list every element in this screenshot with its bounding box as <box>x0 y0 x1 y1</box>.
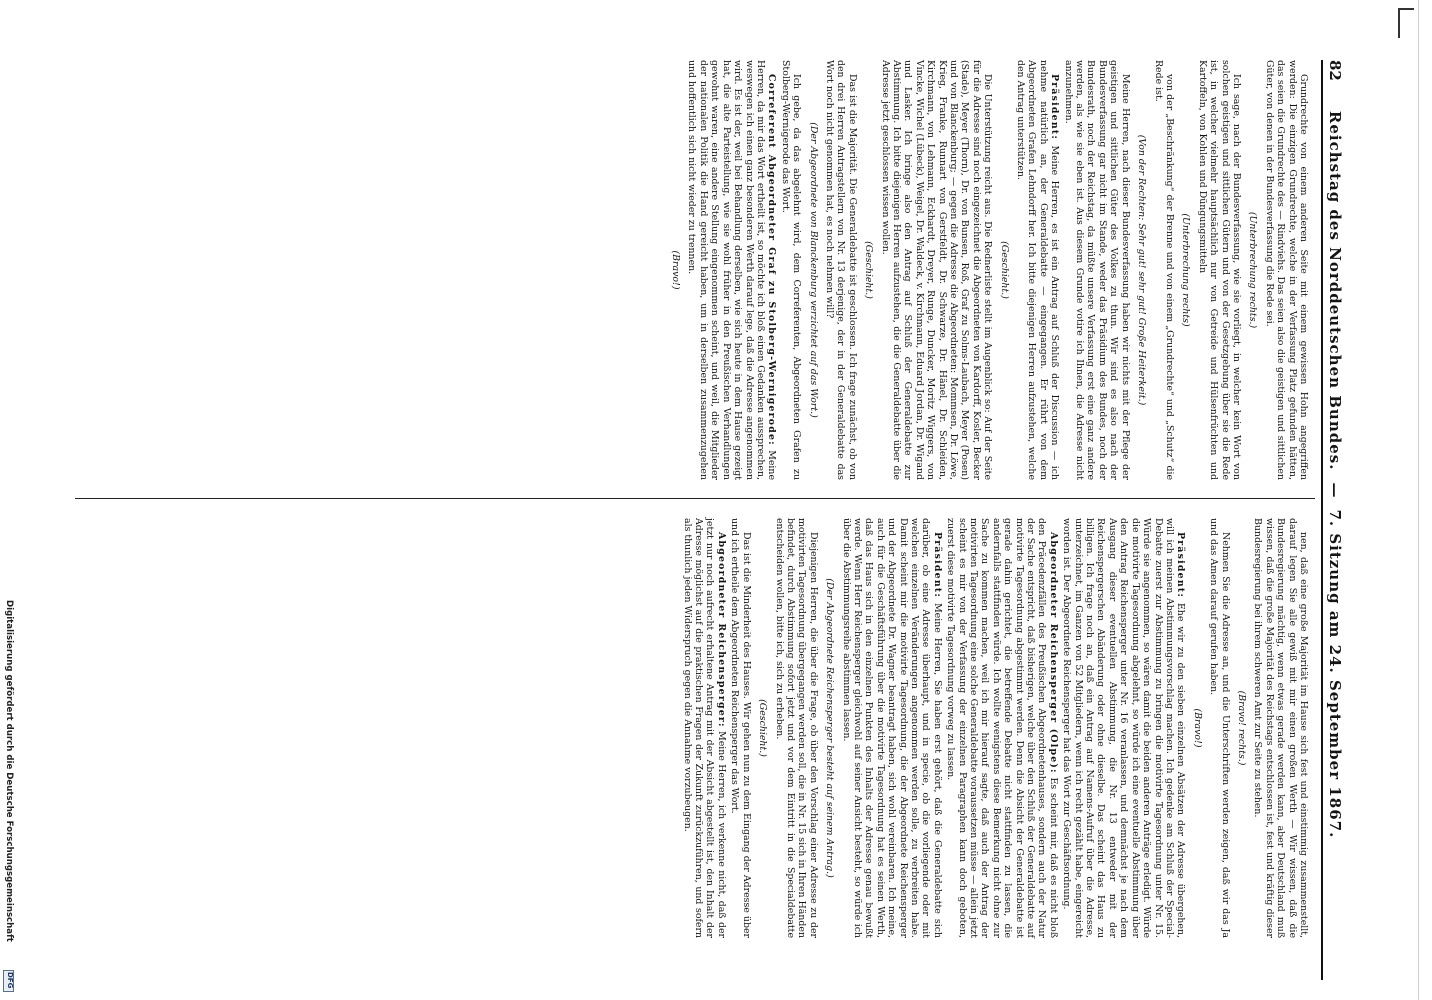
attribution-text: Digitalisierung gefördert durch die Deutsche Forschungsgemeinschaft <box>4 600 14 942</box>
speech-text: Meine Herren, es ist ein Antrag auf Schluß der Discussion — ich nehme natürlich an, der Generaldebatte — eingegangen. Er rührt von dem Abgeordneten Grafen Lehndorff her. Ich bitte diejenigen Herren aufzustehen, welche den Antrag unterstützen. <box>1015 60 1061 481</box>
speech-paragraph <box>1015 60 1061 480</box>
speech-paragraph <box>686 60 777 480</box>
dfg-logo-icon <box>3 970 14 992</box>
speech-paragraph <box>840 518 943 938</box>
speaker-name: Abgeordneter Reichensperger: <box>715 532 727 728</box>
stage-direction: (Bravo! rechts.) <box>1235 690 1247 766</box>
text-paragraph: Das ist die Majorität. Die Generaldebatte ist geschlossen. Ich frage zunächst, ob von den drei Herren Antragstellern von Nr. 13 derjenige, der in der Generaldebatte das Wort noch nicht genommen hat, es noch nehmen will? <box>823 60 858 480</box>
stage-direction: (Geschieht.) <box>998 241 1010 299</box>
stage-direction: (Unterbrechung rechts) <box>1180 213 1192 327</box>
text-paragraph: Nehmen Sie die Adresse an, und die Unterschriften werden zeigen, daß wir das Ja und das Amen darauf gerufen haben. <box>1208 518 1231 938</box>
speech-text: Meine Herren, Sie haben erst gehört, daß die Generaldebatte sich darüber, ob eine Adresse überhaupt, und in specie, ob die vorliegende oder mit welchen einzelnen Veränderungen angenommen werden solle, zu verbreiten habe. Damit scheint mir die motivirte Tagesordnung, die der Abgeordnete Reichensperger und der Abgeordnete Dr. Wagner beantragt haben, sich wohl vereinbaren. Ich meine, auch für die Geschäftsführung über die motivirte Tagesordnung hat es seinen Werth, daß das Haus sich in den einzelnen Punkten des Inhalts der Adresse genau bewußt werde. Wenn Herr Reichensperger gleichwohl auf seiner Ansicht besteht, so würde ich über die Abstimmungsreihe abstimmen lassen. <box>840 518 943 938</box>
speech-text: Es scheint mir, daß es nicht bloß den Präcedenzfällen des Preußischen Abgeordnetenhauses, sondern auch der Natur der Sache entspricht, daß bisherigen, welche über den Schluß der Generaldebatte auf motivirte Tagesordnung abgestimmt werden. Denn die Absicht der Generaldebatte ist gerade dahin gerichtet, die betreffende Debatte nicht stattfinden zu lassen, die andernfalls stattfinden würde. Ich wollte wenigstens diese Bemerkung nicht ohne zur Sache zu kommen machen, weil ich mir hierauf sagte, daß auch der Antrag der motivirten Tagesordnung eine solche Generaldebatte voraussetzen müsse — allein jetzt scheint es mir von der Verfassung der einzelnen Paragraphen kann doch geboten, zuerst diese motivirte Tagesordnung vorweg zu lassen. <box>945 518 1059 938</box>
speaker-name: Präsident: <box>1175 532 1187 599</box>
header-dash: — <box>1325 482 1344 498</box>
text-paragraph: Meine Herren, nach dieser Bundesverfassung haben wir nichts mit der Pflege der geistigen und sittlichen Güter des Volkes zu thun. Wir sind es also nach der Bundesverfassung gar nicht im Stande, weder das Präsidium des Bundes, noch der Bundesrath, noch der Reichstag, da müßte unsere Verfassung erst eine ganz andere werden, als wie sie eben ist. Aus diesem Grunde votire ich Ihnen, die Adresse nicht anzunehmen. <box>1062 60 1131 480</box>
speech-paragraph <box>1061 518 1186 938</box>
scan-edge-line <box>1418 0 1419 1000</box>
text-paragraph: Ich gebe, da das abgelehnt wird, dem Correferenten, Abgeordneten Grafen zu Stolberg-Wernigerode das Wort. <box>779 60 803 480</box>
header-session: 7. Sitzung am 24. September 1867. <box>1325 509 1344 839</box>
stage-direction: (Bravo!) <box>670 250 682 290</box>
speaker-name: Abgeordneter Reichensperger (Olpe): <box>1047 532 1059 774</box>
speech-paragraph <box>681 518 727 938</box>
stage-direction: (Von der Rechten: Sehr gut! sehr gut! Große Heiterkeit.) <box>1136 134 1148 406</box>
page-number: 82 <box>1325 60 1344 81</box>
speech-text: Ehe wir zu den sieben einzelnen Absätzen der Adresse übergehen, will ich meinen Abstimmungsvorschlag machen. Ich gedenke am Schluß der Special-Debatte zuerst zur Abstimmung zu bringen die motivirte Tagesordnung unter Nr. 15. Würde sie angenommen, so wären damit die beiden anderen Anträge erledigt. Würde die motivirte Tagesordnung abgelehnt, so würde ich eine eventuelle Abstimmung über den Antrag Reichensperger unter Nr. 16 veranlassen, und demnächst je nach dem Ausgang dieser eventuellen Abstimmung, die Nr. 13 entweder mit der Reichenspergerschen Abänderung oder ohne dieselbe. Das scheint das Haus zu billigen. Ich frage noch an, daß ein Antrag auf Namens-Aufruf über die Adresse, unterzeichnet, im Ganzen von 52 Mitgliedern, wenn ich recht gezählt habe, eingereicht worden ist. Der Abgeordnete Reichensperger hat das Wort zur Geschäftsordnung. <box>1061 518 1187 938</box>
digitization-attribution <box>2 600 16 1000</box>
text-paragraph: Ich sage, nach der Bundesverfassung, wie sie vorliegt, in welcher kein Wort von solchen geistigen und sittlichen Gütern und von der Gesetzgebung über sie die Rede ist, in welcher vielmehr hauptsächlich nur von Getreide und Hülsenfrüchten und Kartoffeln, von Kohlen und Düngungsmitteln <box>1196 60 1242 480</box>
stage-direction: (Geschieht.) <box>863 241 875 299</box>
stage-direction: (Geschieht.) <box>757 699 769 757</box>
speaker-name: Correferent Abgeordneter Graf zu Stolberg-Wernigerode: <box>766 74 778 446</box>
text-paragraph: Diejenigen Herren, die über die Frage, ob über den Vorschlag einer Adresse zu der motivirten Tagesordnung übergegangen werden soll, die in Nr. 15 sich in Ihren Händen befindet, durch Abstimmung sofort jetzt und vor dem Eintritt in die Specialdebatte entscheiden wollen, bitte ich, sich zu erheben. <box>773 518 819 938</box>
left-text-column <box>665 60 1309 480</box>
document-page <box>45 60 1345 1000</box>
stage-direction: (Unterbrechung rechts.) <box>1247 211 1259 329</box>
text-paragraph: nen, daß eine große Majorität im Hause sich fest und einstimmig zusammenstellt, darauf legen Sie alle gewiß mit mir einen großen Werth — Wir wissen, daß die Bundesregierung mächtig, wenn etwas gerade werden kann, aber Deutschland muß wissen, daß die große Majorität des Reichstags entschlossen ist, fest und kräftig dieser Bundesregierung bei ihrem schweren Amt zur Seite zu stehen. <box>1252 518 1309 938</box>
speech-text: Meine Herren, da mir das Wort ertheilt ist, so möchte ich bloß einen Gedanken aussprechen, weswegen ich einen ganz besonderen Werth darauf lege, daß die Adresse angenommen wird. Es ist der, weil bei Behandlung derselben, wie sich heute in dem Hause gezeigt hat, die alte Parteistellung, wie sie wohl früher in den Preußischen Verhandlungen gewohnt waren, eine andere Stellung eingenommen scheint, und weil, die Mitglieder der nationalen Politik die Hand gereicht haben, um in derselben zusammenzugehen und hoffentlich sich nicht wieder zu trennen. <box>686 60 778 481</box>
speech-text: Meine Herren, ich verkenne nicht, daß der jetzt nur noch aufrecht erhaltene Antrag mit der Absicht abgestellt ist, den Inhalt der Adresse möglichst auf die praktischen Fragen der Zukunft zurückzuführen, und sofern als thunlich jeden Widerspruch gegen die Annahme vorzubeugen. <box>681 518 727 938</box>
running-header <box>1321 60 1345 980</box>
text-paragraph: Die Unterstützung reicht aus. Die Rednerliste stellt im Augenblick so: Auf der Seite für die Adresse sind noch eingezeichnet die Abgeordneten von Kardorff, Kosler, Becker (Stade), Meyer (Thorn), Dr. von Bunsen, Roß, Graf zu Solms-Laubach, Meyer (Posen) und von Blanckenburg; — gegen die Adresse die Abgeordneten: Mommsen, Dr. Löwe, Krieg, Franke, Runnart von Gerstfeldt, Dr. Schwarze, Dr. Hänel, Dr. Schleiden, Kirchmann, von Lehmann, Eckhardt, Dreyer, Runge, Duncker, Moritz Wiggers, von Vincke, Wichel (Lübeck), Weigel, Dr. Waldeck, v. Kirchmann, Eduard Jordan, Dr. Wigand und Lasker. Ich bringe also den Antrag auf Schluß der Generaldebatte zur Abstimmung. Ich bitte diejenigen Herren aufzustehen, die die Generaldebatte über die Adresse jetzt geschlossen wissen wollen. <box>879 60 994 480</box>
speech-paragraph <box>945 518 1059 938</box>
speaker-name: Präsident: <box>1049 74 1061 141</box>
rotated-scanned-page <box>45 60 1345 1000</box>
right-text-column <box>679 518 1309 938</box>
stage-direction: (Der Abgeordnete Reichensperger besteht auf seinem Antrag.) <box>824 578 836 878</box>
dfg-logo-text: DFG <box>6 972 14 989</box>
text-paragraph: von der „Beschränkung“ der Brenne und von einem „Grundrechte“ und „Schutz“ die Rede ist. <box>1152 60 1175 480</box>
header-title: Reichstag des Norddeutschen Bundes. <box>1325 110 1344 471</box>
scan-corner-mark <box>1398 8 1414 38</box>
speaker-name: Präsident: <box>931 532 943 599</box>
text-paragraph: Das ist die Minderheit des Hauses. Wir gehen nun zu dem Eingang der Adresse über und ich ertheile dem Abgeordneten Reichensperger das Wort. <box>729 518 752 938</box>
stage-direction: (Bravo!) <box>1191 708 1203 748</box>
text-paragraph: Grundrechte von einem anderen Seite mit einem gewissen Hohn angegriffen werden: Die einzigen Grundrechte, welche in der Verfassung Platz gefunden hätten, das seien die Grundrechte des — Rindviehs. Das seien also die geistigen und sittlichen Güter, von denen in der Bundesverfassung die Rede sei. <box>1263 60 1309 480</box>
column-divider <box>75 498 1315 499</box>
stage-direction: (Der Abgeordnete von Blanckenburg verzichtet auf das Wort.) <box>807 122 819 418</box>
